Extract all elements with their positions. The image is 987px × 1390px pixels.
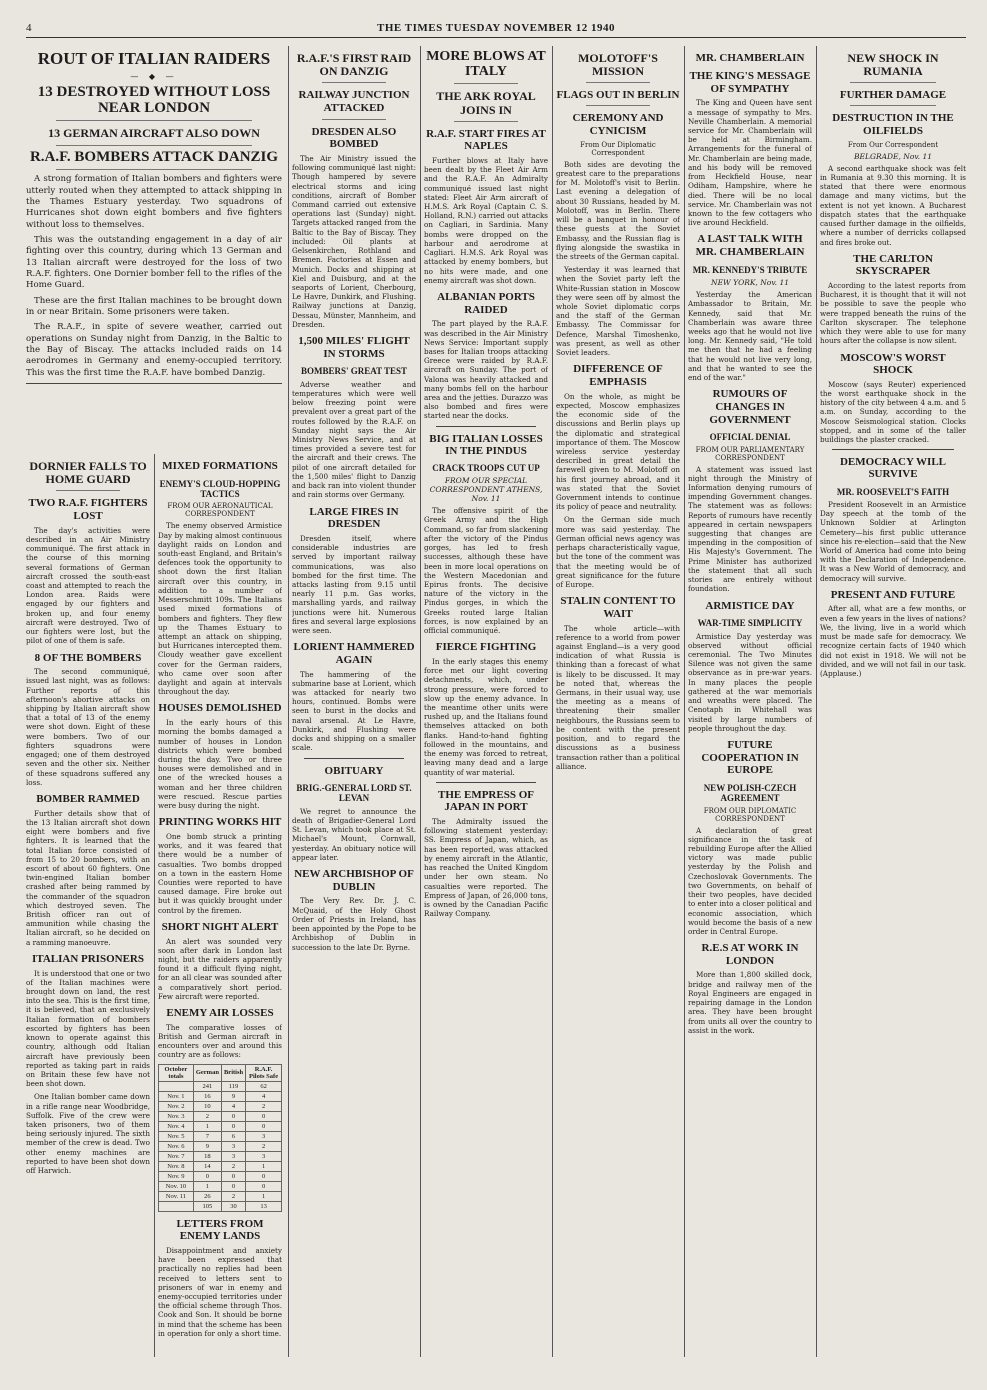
article-text: According to the latest reports from Bucharest, it is thought that it will not be possible to save the people who were trapped beneath the ruins of the Carlton skyscraper. The telephone which they were able to use for many hours after the collapse is now silent. (820, 281, 966, 346)
table-cell: 16 (193, 1091, 221, 1101)
dateline: NEW YORK, Nov. 11 (711, 278, 789, 288)
table-cell: Nov. 5 (159, 1131, 194, 1141)
table-cell: 13 (246, 1201, 282, 1211)
headline-letters: LETTERS FROM ENEMY LANDS (176, 1217, 264, 1243)
headline-new-shock: NEW SHOCK IN RUMANIA (847, 51, 939, 79)
article-text: An alert was sounded very soon after dark in London last night, but the raiders apparently found it a difficult flying night, for an all clear was sounded after a comparatively short period. Few aircraft were reported. (158, 936, 282, 1001)
article-text: In the early hours of this morning the bombs damaged a number of houses in London districts which were bombed during the day. Two or three houses were demolished and in one of the wrecked houses a woman and her three children were rescued. Rescue parties were busy during the night. (158, 718, 282, 811)
headline-large-fires: LARGE FIRES IN DRESDEN (309, 505, 399, 531)
column-chamberlain (688, 46, 812, 1357)
byline: From Our Correspondent (847, 140, 939, 149)
headline-further-damage: FURTHER DAMAGE (839, 89, 947, 102)
headline-polish-czech: NEW POLISH-CZECH AGREEMENT (703, 782, 797, 804)
headline-eight-bombers: 8 OF THE BOMBERS (34, 651, 142, 664)
table-cell: 2 (246, 1101, 282, 1111)
headline-flags-berlin: FLAGS OUT IN BERLIN (556, 89, 680, 102)
headline-albanian-ports: ALBANIAN PORTS RAIDED (437, 291, 535, 316)
byline: FROM OUR DIPLOMATIC CORRESPONDENT (703, 806, 797, 823)
table-cell: Nov. 4 (159, 1121, 194, 1131)
headline-first-raid-danzig: R.A.F.'S FIRST RAID ON DANZIG (296, 51, 412, 79)
article-text: The day's activities were described in an Air Ministry communiqué. The first attack in the course of this morning several formations of German aircraft crossed the south-east coast and attempted to reach the London area. Raids were engaged by our fighters and broken up, and four enemy aircraft were destroyed. Two of our fighters were lost, but the pilot of one of them is safe. (26, 525, 150, 646)
headline-1500-miles: 1,500 MILES' FLIGHT IN STORMS (298, 335, 410, 360)
headline-13-german: 13 GERMAN AIRCRAFT ALSO DOWN (48, 126, 260, 141)
headline-st-levan: BRIG.-GENERAL LORD ST. LEVAN (296, 783, 412, 804)
headline-mixed-formations: MIXED FORMATIONS (162, 460, 278, 472)
article-text: The King and Queen have sent a message of sympathy to Mrs. Neville Chamberlain. A memorial service for Mr. Chamberlain will be held at Birmingham. Arrangements for the funeral of Mr. Chamberlain are being made, and his body will be removed from Heckfield House, near Odiham, Hampshire, where he died. There will be no local service. Mr. Chamberlain was not known to the few cottagers who live around Heckfield. (688, 98, 812, 228)
divider (436, 426, 536, 427)
headline-air-losses: ENEMY AIR LOSSES (166, 1007, 274, 1020)
table-cell: 2 (221, 1191, 245, 1201)
headline-archbishop: NEW ARCHBISHOP OF DUBLIN (294, 868, 414, 893)
divider (454, 121, 518, 122)
headline-more-blows: MORE BLOWS AT ITALY (426, 49, 546, 79)
table-cell: Nov. 11 (159, 1191, 194, 1201)
headline-ark-royal: THE ARK ROYAL JOINS IN (436, 89, 536, 117)
table-cell: Nov. 2 (159, 1101, 194, 1111)
subcolumn (26, 454, 150, 1357)
headline-democracy: DEMOCRACY WILL SURVIVE (839, 456, 947, 481)
divider (586, 82, 650, 83)
table-cell: Nov. 9 (159, 1171, 194, 1181)
article-text: Dresden itself, where considerable industries are served by important railway communications, was also bombed for the first time. The attacks lasting from 9.15 until nearly 11 p.m. Gas works, marshalling yards, and railway junctions were hit. Numerous fires and several large explosions were seen. (292, 533, 416, 636)
article-text: The enemy observed Armistice Day by making almost continuous daylight raids on London and south-east England, and Britain's defences took the opportunity to shoot down the first Italian aircraft over this country, in addition to a number of Messerschmitt 109s. The Italians used mixed formations of bombers and fighters. They flew up the Thames Estuary to attempt an attack on shipping, but Hurricanes intercepted them. Cloudy weather gave excellent cover for the German raiders, who came over soon after daylight and again at intervals throughout the day. (158, 521, 282, 697)
divider (454, 83, 518, 84)
headline-armistice: ARMISTICE DAY (705, 599, 795, 612)
headline-kings-message: THE KING'S MESSAGE OF SYMPATHY (689, 70, 811, 95)
divider (304, 758, 404, 759)
article-text: The Air Ministry issued the following communiqué last night: Though hampered by severe electrical storms and icing conditions, aircraft of Bomber Command carried out extensive operations last (Sunday) night. Targets attacked ranged from the Baltic to the Bay of Biscay. They included: Oil plants at Gelsenkirchen, Rothland and Bremen. Factories at Essen and Munich. Docks and shipping at Kiel and Duisburg, and at the seaports of Lorient, Cherbourg, Le Havre, Dunkirk, and Flushing. Railway junctions at Danzig, Dessau, Münster, Mannheim, and Dresden. (292, 153, 416, 329)
article-text: One Italian bomber came down in a rifle range near Woodbridge, Suffolk. Five of the crew were taken prisoners, two of them being seriously injured. The sixth member of the crew is dead. Two other enemy machines are reported to have been shot down off Harwich. (26, 1092, 150, 1176)
table-cell: Nov. 8 (159, 1161, 194, 1171)
table-cell: 0 (246, 1181, 282, 1191)
table-cell: Nov. 3 (159, 1111, 194, 1121)
table-header: British (221, 1064, 245, 1081)
table-cell: Nov. 1 (159, 1091, 194, 1101)
headline-fierce-fighting: FIERCE FIGHTING (435, 641, 537, 654)
headline-houses-demolished: HOUSES DEMOLISHED (158, 702, 282, 715)
table-row (159, 1181, 282, 1191)
table-cell (159, 1201, 194, 1211)
table-cell: 0 (221, 1111, 245, 1121)
table-cell: 2 (246, 1141, 282, 1151)
byline: FROM OUR PARLIAMENTARY CORRESPONDENT (695, 445, 805, 462)
divider (26, 383, 282, 384)
article-text: A second earthquake shock was felt in Rumania at 9.30 this morning. It is stated that there were enormous damage and many victims, but the extent is not yet known. A Bucharest dispatch states that the earthquake caused further damage in the oilfields, where a number of derricks collapsed and fires broke out. (820, 163, 966, 247)
lead-paragraph: A strong formation of Italian bombers and fighters were utterly routed when they attempted to attack shipping in the Thames Estuary yesterday. Two squadrons of Hurricanes shot down eight bombers and five fighters without loss to themselves. (26, 174, 282, 230)
article-text: Moscow (says Reuter) experienced the worst earthquake shock in the history of the city between 4 a.m. and 5 a.m. on Sunday, according to the Moscow Seismological station. Clocks stopped, and in some of the taller buildings the plaster cracked. (820, 379, 966, 445)
table-cell: 2 (193, 1111, 221, 1121)
article-text: After all, what are a few months, or even a few years in the lives of nations? We, the living, live in a world which must be made safe for democracy. We recognize certain facts of 1940 which did not exist in 1918. We will not be divided, and we will not fail in our task. (Applause.) (820, 604, 966, 679)
table-row (159, 1101, 282, 1111)
table-cell: 105 (193, 1201, 221, 1211)
table-cell: 0 (221, 1121, 245, 1131)
headline-res-at-work: R.E.S AT WORK IN LONDON (701, 942, 799, 967)
divider (322, 119, 386, 120)
headline-bomber-rammed: BOMBER RAMMED (36, 792, 140, 805)
masthead (26, 22, 966, 38)
table-row (159, 1151, 282, 1161)
table-cell: 0 (246, 1171, 282, 1181)
divider (56, 145, 252, 146)
divider (56, 120, 252, 121)
table-body (159, 1081, 282, 1211)
article-text: More than 1,800 skilled dock, bridge and railway men of the Royal Engineers are engaged in repairing damage in the London area. They have been brought from units all over the country to assist in the work. (688, 970, 812, 1035)
table-cell: 3 (221, 1141, 245, 1151)
column-italy (424, 46, 548, 1357)
headline-present-future: PRESENT AND FUTURE (830, 588, 956, 601)
article-text: The comparative losses of British and German aircraft in encounters over and around this country are as follows: (158, 1022, 282, 1060)
headline-stalin: STALIN CONTENT TO WAIT (560, 595, 676, 620)
table-cell: 7 (193, 1131, 221, 1141)
table-cell: 30 (221, 1201, 245, 1211)
article-text: The hammering of the submarine base at Lorient, which was attacked for nearly two hours, continued. Bombs were seen to burst in the docks and naval arsenal. At Le Havre, Dunkirk, and Flushing were docks and shipping on a smaller scale. (292, 669, 416, 753)
headline-dresden: DRESDEN ALSO BOMBED (311, 125, 397, 151)
column-rumania (820, 46, 966, 1357)
headline-kennedy: MR. KENNEDY'S TRIBUTE (692, 264, 808, 275)
article-text: On the whole, as might be expected, Moscow emphasizes the economic side of the discussions and Berlin plays up the diplomatic and strategical importance of them. The Moscow wireless service yesterday described in great detail the farewell given to M. Molotoff on his first journey abroad, and it was stated that the Soviet Government intends to continue its policy of peace and neutrality. (556, 391, 680, 512)
article-text: The Admiralty issued the following statement yesterday: SS. Empress of Japan, which, as has been reported, was attacked by enemy aircraft in the Atlantic, has reached the United Kingdom under her own steam. No casualties were reported. The Empress of Japan, of 26,000 tons, is owned by the Canadian Pacific Railway Company. (424, 817, 548, 919)
table-cell: 3 (246, 1151, 282, 1161)
column-molotoff (556, 46, 680, 1357)
table-cell: 14 (193, 1161, 221, 1171)
article-text: It is understood that one or two of the Italian machines were brought down on land, the rest into the sea. This is the first time, it is believed, that an exclusively Italian formation of bombers escorted by fighters has been known to operate against this country, although odd Italian aircraft have previously been reported as taking part in raids on Britain these few have not been shot down. (26, 968, 150, 1089)
table-cell: 62 (246, 1081, 282, 1091)
headline-pindus: BIG ITALIAN LOSSES IN THE PINDUS (429, 432, 543, 457)
article-text: Further blows at Italy have been dealt by the Fleet Air Arm and the R.A.F. An Admiralty communiqué issued last night stated: Fleet Air Arm aircraft of H.M.S. Ark Royal (Captain C. S. Holland, R.N.) carried out attacks on Cagliari, in Sardinia. Many bombs were dropped on the harbour and aerodrome at Cagliari. H.M.S. Ark Royal was attacked by enemy bombers, but no hits were made, and one enemy aircraft was shot down. (424, 155, 548, 285)
table-cell: 3 (221, 1151, 245, 1161)
article-text: Yesterday the American Ambassador to Britain, Mr. Kennedy, said that Mr. Chamberlain was aware three weeks ago that he would not live long. Mr. Kennedy said, "He told me then that he had a feeling that he would not live very long, and that he wanted to see the end of the war." (688, 290, 812, 383)
lead-paragraph: The R.A.F., in spite of severe weather, carried out operations on Sunday night from Danzig, in the Baltic to the Bay of Biscay. The attacks included raids on 14 aerodromes in Germany and enemy-occupied territory. This was the first time the R.A.F. have bombed Danzig. (26, 322, 282, 378)
table-cell: 1 (246, 1161, 282, 1171)
divider (850, 82, 936, 83)
table-cell: 0 (246, 1121, 282, 1131)
lead-story (26, 46, 282, 1357)
article-text: Both sides are devoting the greatest care to the preparations for M. Molotoff's visit to Berlin. Last evening a delegation of about 30 Russians, headed by M. Molotoff, was in Berlin. There will be a banquet in honour of these guests at the Soviet Embassy, and the Russian flag is flying alongside the swastika in the streets of the German capital. (556, 159, 680, 261)
headline-printing-works: PRINTING WORKS HIT (158, 816, 282, 829)
divider (322, 82, 386, 83)
article-text: Further details show that of the 13 Italian aircraft shot down eight were bombers and five fighters. It is learned that the total Italian force consisted of from 15 to 20 bombers, with an escort of about 60 fighters. One twin-engined Italian bomber crashed after being rammed by the commander of the squadron which destroyed seven. The British officer ran out of ammunition while chasing the Italian aircraft, so he decided on a ramming manoeuvre. (26, 808, 150, 947)
table-cell: 1 (193, 1121, 221, 1131)
table-cell: 0 (193, 1171, 221, 1181)
article-text: President Roosevelt in an Armistice Day speech at the tomb of the Unknown Soldier at Arlington Cemetery—his first public utterance since his re-election—said that the New World of America had come into being with the Declaration of Independence. It was a New World of democracy, and democracy will survive. (820, 499, 966, 583)
headline-lorient: LORIENT HAMMERED AGAIN (293, 641, 415, 666)
article-text: One bomb struck a printing works, and it was feared that there would be a number of casualties. Two bombs dropped on a town in the eastern Home Counties were reported to have caused damage. Fire broke out but it was quickly brought under control by the firemen. (158, 831, 282, 915)
headline-roosevelt: MR. ROOSEVELT'S FAITH (836, 486, 950, 497)
table-cell: 9 (193, 1141, 221, 1151)
table-row (159, 1111, 282, 1121)
headline-empress-japan: THE EMPRESS OF JAPAN IN PORT (438, 788, 534, 814)
article-text: On the German side much more was said yesterday. The German official news agency was perhaps characteristically vague, but the tone of the comment was that the meeting would be of great significance for the future of Europe. (556, 515, 680, 589)
headline-italian-prisoners: ITALIAN PRISONERS (32, 952, 144, 965)
headline-last-talk: A LAST TALK WITH MR. CHAMBERLAIN (695, 233, 805, 259)
divider (850, 105, 936, 106)
table-cell: 1 (246, 1191, 282, 1201)
article-text: A declaration of great significance in the task of rebuilding Europe after the Allied victory was made public yesterday by the Polish and Czechoslovak Governments. The two Governments, on behalf of their two peoples, have decided to enter into a closer political and economic association, which would become the basis of a new order in Central Europe. (688, 825, 812, 936)
headline-oilfields: DESTRUCTION IN THE OILFIELDS (832, 112, 954, 138)
headline-short-alert: SHORT NIGHT ALERT (161, 920, 279, 933)
ornament: — ◆ — (130, 71, 178, 81)
table-row (159, 1171, 282, 1181)
article-text: The part played by the R.A.F. was described in the Air Ministry News Service: Important supply bases for Italian troops attacking Greece were raided by R.A.F. aircraft on Sunday. The port of Valona was heavily attacked and many bombs fell on the harbour area and the jetties. Durazzo was also bombed and fires were started near the docks. (424, 319, 548, 421)
article-text: A statement was issued last night through the Ministry of Information denying rumours of impending Government changes. The statement was as follows: Reports of rumours have recently appeared in certain newspapers suggesting that changes are impending in the composition of His Majesty's Government. The Prime Minister has authorized the statement that all such stories are entirely without foundation. (688, 464, 812, 594)
headline-emphasis: DIFFERENCE OF EMPHASIS (573, 363, 663, 388)
divider (586, 105, 650, 106)
table-cell: 0 (221, 1181, 245, 1191)
newspaper-page (26, 22, 966, 1357)
table-cell: 0 (246, 1111, 282, 1121)
article-text: The Very Rev. Dr. J. C. McQuaid, of the Holy Ghost Order of Priests in Ireland, has been appointed by the Pope to be Archbishop of Dublin in succession to the late Dr. Byrne. (292, 896, 416, 952)
article-text: Disappointment and anxiety have been expressed that practically no replies had been received to letters sent to prisoners of war in enemy and enemy-occupied territories under the official scheme through Thos. Cook and Son. It should be borne in mind that the scheme has been in operation for only a short time. (158, 1245, 282, 1338)
article-text: The offensive spirit of the Greek Army and the High Command, so far from slackening after the victory of the Pindus gorges, has led to fresh successes, although these have been in more local operations on the Western Macedonian and Epirus fronts. The decisive nature of the victory in the Pindus gorges, in which the Greeks routed large Italian forces, is now explained by an official communiqué. (424, 506, 548, 636)
article-text: The second communiqué, issued last night, was as follows: Further reports of this afternoon's abortive attacks on shipping by Italian aircraft show that a total of 13 of the enemy were shot down. Eight of these were bombers. Two of our fighters squadrons were engaged; one of them destroyed seven and the other six. Neither of these squadrons suffered any loss. (26, 667, 150, 787)
lead-paragraph: This was the outstanding engagement in a day of air fighting over this country, during which 13 German and 13 Italian aircraft were destroyed for the loss of two R.A.F. fighters. One Dornier bomber fell to the rifles of the Home Guard. (26, 235, 282, 291)
headline-molotoff-mission: MOLOTOFF'S MISSION (578, 51, 658, 79)
table-row (159, 1131, 282, 1141)
headline-naples: R.A.F. START FIRES AT NAPLES (426, 127, 546, 152)
table-cell: Nov. 7 (159, 1151, 194, 1161)
table-header: German (193, 1064, 221, 1081)
divider (436, 782, 536, 783)
article-text: We regret to announce the death of Brigadier-General Lord St. Levan, which took place at St. Michael's Mount, Cornwall, yesterday. An obituary notice will appear later. (292, 806, 416, 862)
table-cell: 18 (193, 1151, 221, 1161)
headline-future-cooperation: FUTURE COOPERATION IN EUROPE (701, 738, 799, 777)
table-row (159, 1091, 282, 1101)
subcolumn (158, 454, 282, 1357)
table-cell: 6 (221, 1131, 245, 1141)
table-cell: 119 (221, 1081, 245, 1091)
dateline: BELGRADE, Nov. 11 (853, 151, 932, 161)
table-row (159, 1191, 282, 1201)
headline-danzig: R.A.F. BOMBERS ATTACK DANZIG (29, 148, 279, 165)
table-cell: 2 (221, 1161, 245, 1171)
headline-obituary: OBITUARY (324, 764, 384, 777)
headline-13-destroyed: 13 DESTROYED WITHOUT LOSS NEAR LONDON (37, 83, 271, 116)
table-cell: 0 (221, 1171, 245, 1181)
table-cell: Nov. 6 (159, 1141, 194, 1151)
table-cell: 1 (193, 1181, 221, 1191)
lead-paragraph: These are the first Italian machines to be brought down in or near Britain. Some prisoners were taken. (26, 295, 282, 318)
table-header: October totals (159, 1064, 194, 1081)
table-cell: 9 (221, 1091, 245, 1101)
divider (56, 490, 120, 491)
table-cell: 3 (246, 1131, 282, 1141)
column-danzig (292, 46, 416, 1357)
table-cell: 4 (221, 1101, 245, 1111)
divider (56, 169, 252, 170)
headline-crack-troops: CRACK TROOPS CUT UP (432, 462, 540, 473)
headline-moscow-shock: MOSCOW'S WORST SHOCK (840, 351, 946, 377)
headline-carlton: THE CARLTON SKYSCRAPER (853, 252, 933, 278)
table-row (159, 1141, 282, 1151)
dateline: FROM OUR SPECIAL CORRESPONDENT ATHENS, Nov. 11 (429, 476, 543, 504)
headline-great-test: BOMBERS' GREAT TEST (300, 366, 408, 377)
headline-railway-junction: RAILWAY JUNCTION ATTACKED (298, 89, 410, 115)
column-rule (154, 454, 155, 1357)
table-header: R.A.F. Pilots Safe (246, 1064, 282, 1081)
table-cell: Nov. 10 (159, 1181, 194, 1191)
table-row (159, 1161, 282, 1171)
air-losses-table (158, 1064, 282, 1212)
byline: From Our Diplomatic Correspondent (580, 140, 656, 157)
masthead-title: THE TIMES TUESDAY NOVEMBER 12 1940 (377, 22, 615, 34)
table-cell: 10 (193, 1101, 221, 1111)
article-text: Adverse weather and temperatures which were well below freezing point were prevalent over a great part of the routes followed by the R.A.F. on Sunday night says the Air Ministry News Service, and at times provided a severe test for the aircraft and their crews. The pilot of one aircraft detailed for the 1,500 miles' flight to Danzig and back ran into violent thunder and rain storms over Germany. (292, 379, 416, 500)
table-cell (159, 1081, 194, 1091)
headline-denial: OFFICIAL DENIAL (709, 432, 791, 443)
table-row (159, 1201, 282, 1211)
table-cell: 4 (246, 1091, 282, 1101)
headline-chamberlain: MR. CHAMBERLAIN (695, 52, 805, 64)
table-row (159, 1121, 282, 1131)
page-number: 4 (26, 22, 32, 34)
headline-rumours: RUMOURS OF CHANGES IN GOVERNMENT (709, 388, 791, 426)
headline-dornier: DORNIER FALLS TO HOME GUARD (29, 459, 147, 487)
headline-two-raf: TWO R.A.F. FIGHTERS LOST (28, 497, 148, 523)
table-cell: 26 (193, 1191, 221, 1201)
headline-simplicity: WAR-TIME SIMPLICITY (697, 618, 803, 629)
byline: FROM OUR AERONAUTICAL CORRESPONDENT (167, 502, 273, 519)
article-text: The whole article—with reference to a world from power against England—is a very good indication of what Russia is thinking than a forecast of what is likely to be discussed. It may be noted that, whereas the Germans, in their usual way, use the meeting as a means of threatening their smaller neighbours, the Russians seem to be content with the present position, and to regard the discussions as a business transaction rather than a political alliance. (556, 623, 680, 771)
article-text: Yesterday it was learned that when the Soviet party left the White-Russian station in Moscow they were seen off by almost the whole Soviet diplomatic corps and the staff of the German Embassy. The Commissar for Defence, Marshal Timoshenko, was present, as well as other Soviet leaders. (556, 265, 680, 358)
table-row (159, 1081, 282, 1091)
article-text: In the early stages this enemy force met our light covering detachments, which, under strong pressure, were forced to slow up the enemy advance. In the meantime other units were rushed up, and the Italians found themselves attacked on both flanks. Hand-to-hand fighting followed in the mountains, and the enemy was forced to retreat, leaving many dead and a large quantity of war material. (424, 656, 548, 777)
article-text: Armistice Day yesterday was observed without official ceremonial. The Two Minutes Silence was not given the same observance as in pre-war years. In many places the people gathered at the war memorials and wreaths were placed. The Cenotaph in Whitehall was visited by large numbers of people throughout the day. (688, 631, 812, 733)
divider (832, 449, 954, 450)
headline-rout: ROUT OF ITALIAN RAIDERS (37, 49, 271, 68)
headline-ceremony: CEREMONY AND CYNICISM (572, 112, 664, 138)
headline-cloud-hopping: ENEMY'S CLOUD-HOPPING TACTICS (159, 478, 281, 499)
table-cell: 241 (193, 1081, 221, 1091)
